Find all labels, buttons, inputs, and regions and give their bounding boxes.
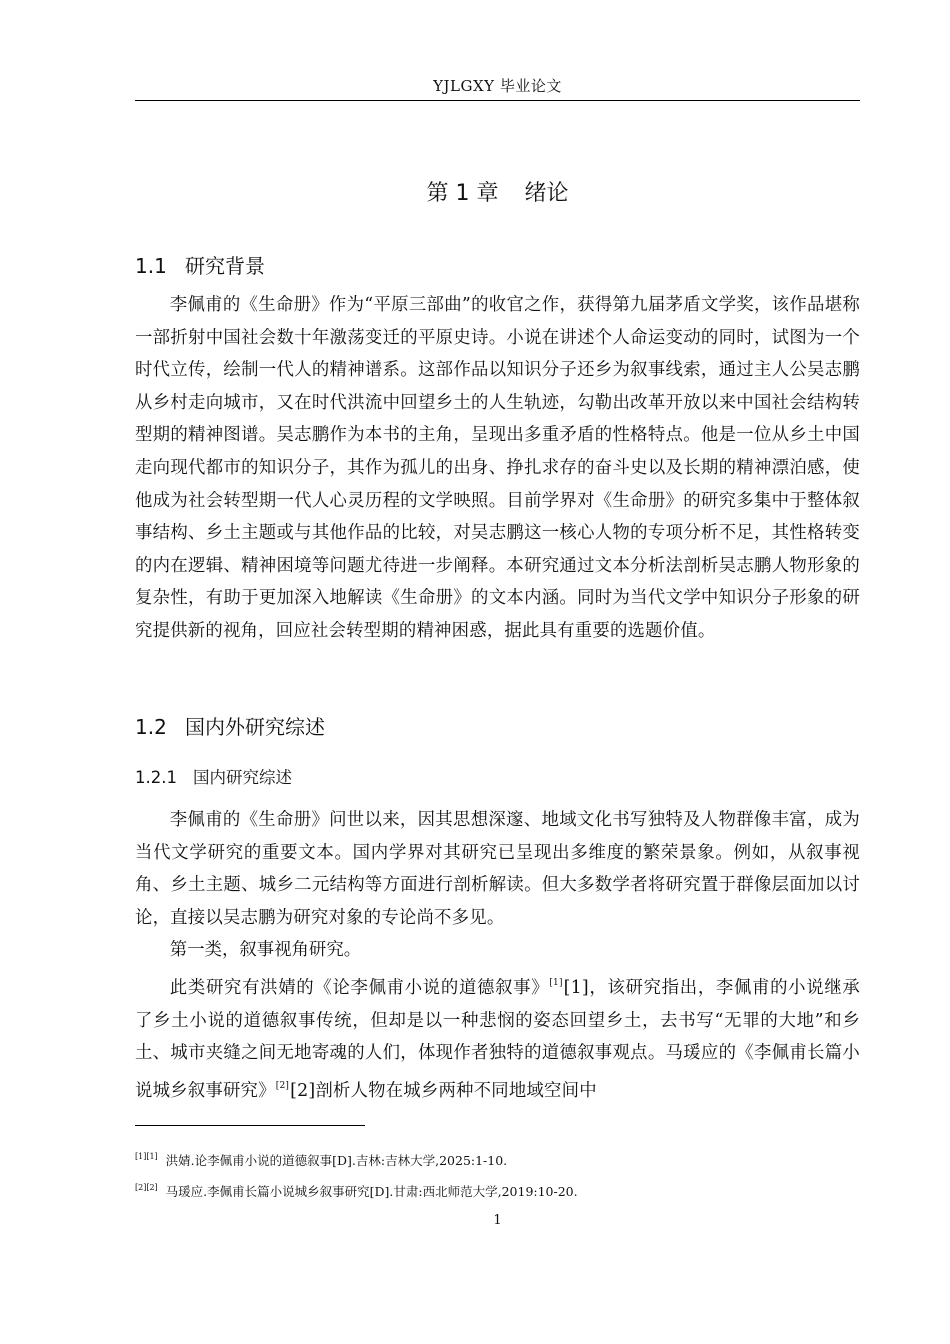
running-header: YJLGXY 毕业论文 bbox=[433, 77, 562, 95]
paragraph-background: 李佩甫的《生命册》作为“平原三部曲”的收官之作，获得第九届茅盾文学奖，该作品堪称一部折射中国社会数十年激荡变迁的平原史诗。小说在讲述个人命运变动的同时，试图为一个时代立传，绘制一代人的精神谱系。这部作品以知识分子还乡为叙事线索，通过主人公吴志鹏从乡村走向城市，又在时代洪流中回望乡土的人生轨迹，勾勒出改革开放以来中国社会结构转型期的精神图谱。吴志鹏作为本书的主角，呈现出多重矛盾的性格特点。他是一位从乡土中国走向现代都市的知识分子，其作为孤儿的出身、挣扎求存的奋斗史以及长期的精神漂泊感，使他成为社会转型期一代人心灵历程的文学映照。目前学界对《生命册》的研究多集中于整体叙事结构、乡土主题或与其他作品的比较，对吴志鹏这一核心人物的专项分析不足，其性格转变的内在逻辑、精神困境等问题尤待进一步阐释。本研究通过文本分析法剖析吴志鹏人物形象的复杂性，有助于更加深入地解读《生命册》的文本内涵。同时为当代文学中知识分子形象的研究提供新的视角，回应社会转型期的精神困惑，据此具有重要的选题价值。 bbox=[135, 295, 860, 641]
chapter-number: 第 1 章 bbox=[426, 181, 499, 206]
chapter-name: 绪论 bbox=[524, 181, 569, 206]
section-title: 研究背景 bbox=[185, 254, 265, 278]
footnote-rule bbox=[135, 1125, 365, 1126]
section-number: 1.2 bbox=[135, 715, 167, 739]
footnote-text: 马瑗应.李佩甫长篇小说城乡叙事研究[D].甘肃:西北师范大学,2019:10-20. bbox=[165, 1184, 578, 1199]
paragraph-text: [1]，该研究指出，李佩甫的小说继承了乡土小说的道德叙事传统，但却是以一种悲悯的姿态回望乡土，去书写“无罪的大地”和乡土、城市夹缝之间无地寄魂的人们，体现作者独特的道德叙事观点。马瑗应的《李佩甫长篇小说城乡叙事研究》 bbox=[135, 978, 860, 1101]
footnote-2 bbox=[135, 1179, 860, 1201]
footnote-ref-2[interactable]: [2] bbox=[275, 1080, 290, 1091]
paragraph-text: 此类研究有洪婧的《论李佩甫小说的道德叙事》 bbox=[169, 978, 550, 998]
page-number: 1 bbox=[493, 1213, 502, 1228]
footnote-1 bbox=[135, 1148, 860, 1170]
section-number: 1.1 bbox=[135, 254, 167, 278]
chapter-title bbox=[135, 178, 860, 210]
section-heading-1-2 bbox=[135, 713, 325, 741]
subsection-title: 国内研究综述 bbox=[193, 768, 292, 787]
footnote-mark: [2][2] bbox=[135, 1183, 158, 1192]
footnote-mark: [1][1] bbox=[135, 1152, 158, 1161]
paragraph-category-one: 第一类，叙事视角研究。 bbox=[169, 940, 362, 960]
paragraph-text: [2]剖析人物在城乡两种不同地域空间中 bbox=[290, 1080, 597, 1101]
footnote-ref-1[interactable]: [1] bbox=[549, 978, 563, 988]
section-heading-1-1 bbox=[135, 252, 265, 280]
subsection-number: 1.2.1 bbox=[135, 768, 177, 787]
paragraph-domestic-review: 李佩甫的《生命册》问世以来，因其思想深邃、地域文化书写独特及人物群像丰富，成为当代文学研究的重要文本。国内学界对其研究已呈现出多维度的繁荣景象。例如，从叙事视角、乡土主题、城乡二元结构等方面进行剖析解读。但大多数学者将研究置于群像层面加以讨论，直接以吴志鹏为研究对象的专论尚不多见。 bbox=[135, 810, 860, 928]
footnote-text: 洪婧.论李佩甫小说的道德叙事[D].吉林:吉林大学,2025:1-10. bbox=[165, 1153, 508, 1168]
section-title: 国内外研究综述 bbox=[185, 715, 325, 739]
paragraph-narrative-research bbox=[135, 967, 860, 1107]
header-rule bbox=[135, 100, 860, 101]
subsection-heading-1-2-1 bbox=[135, 766, 292, 790]
